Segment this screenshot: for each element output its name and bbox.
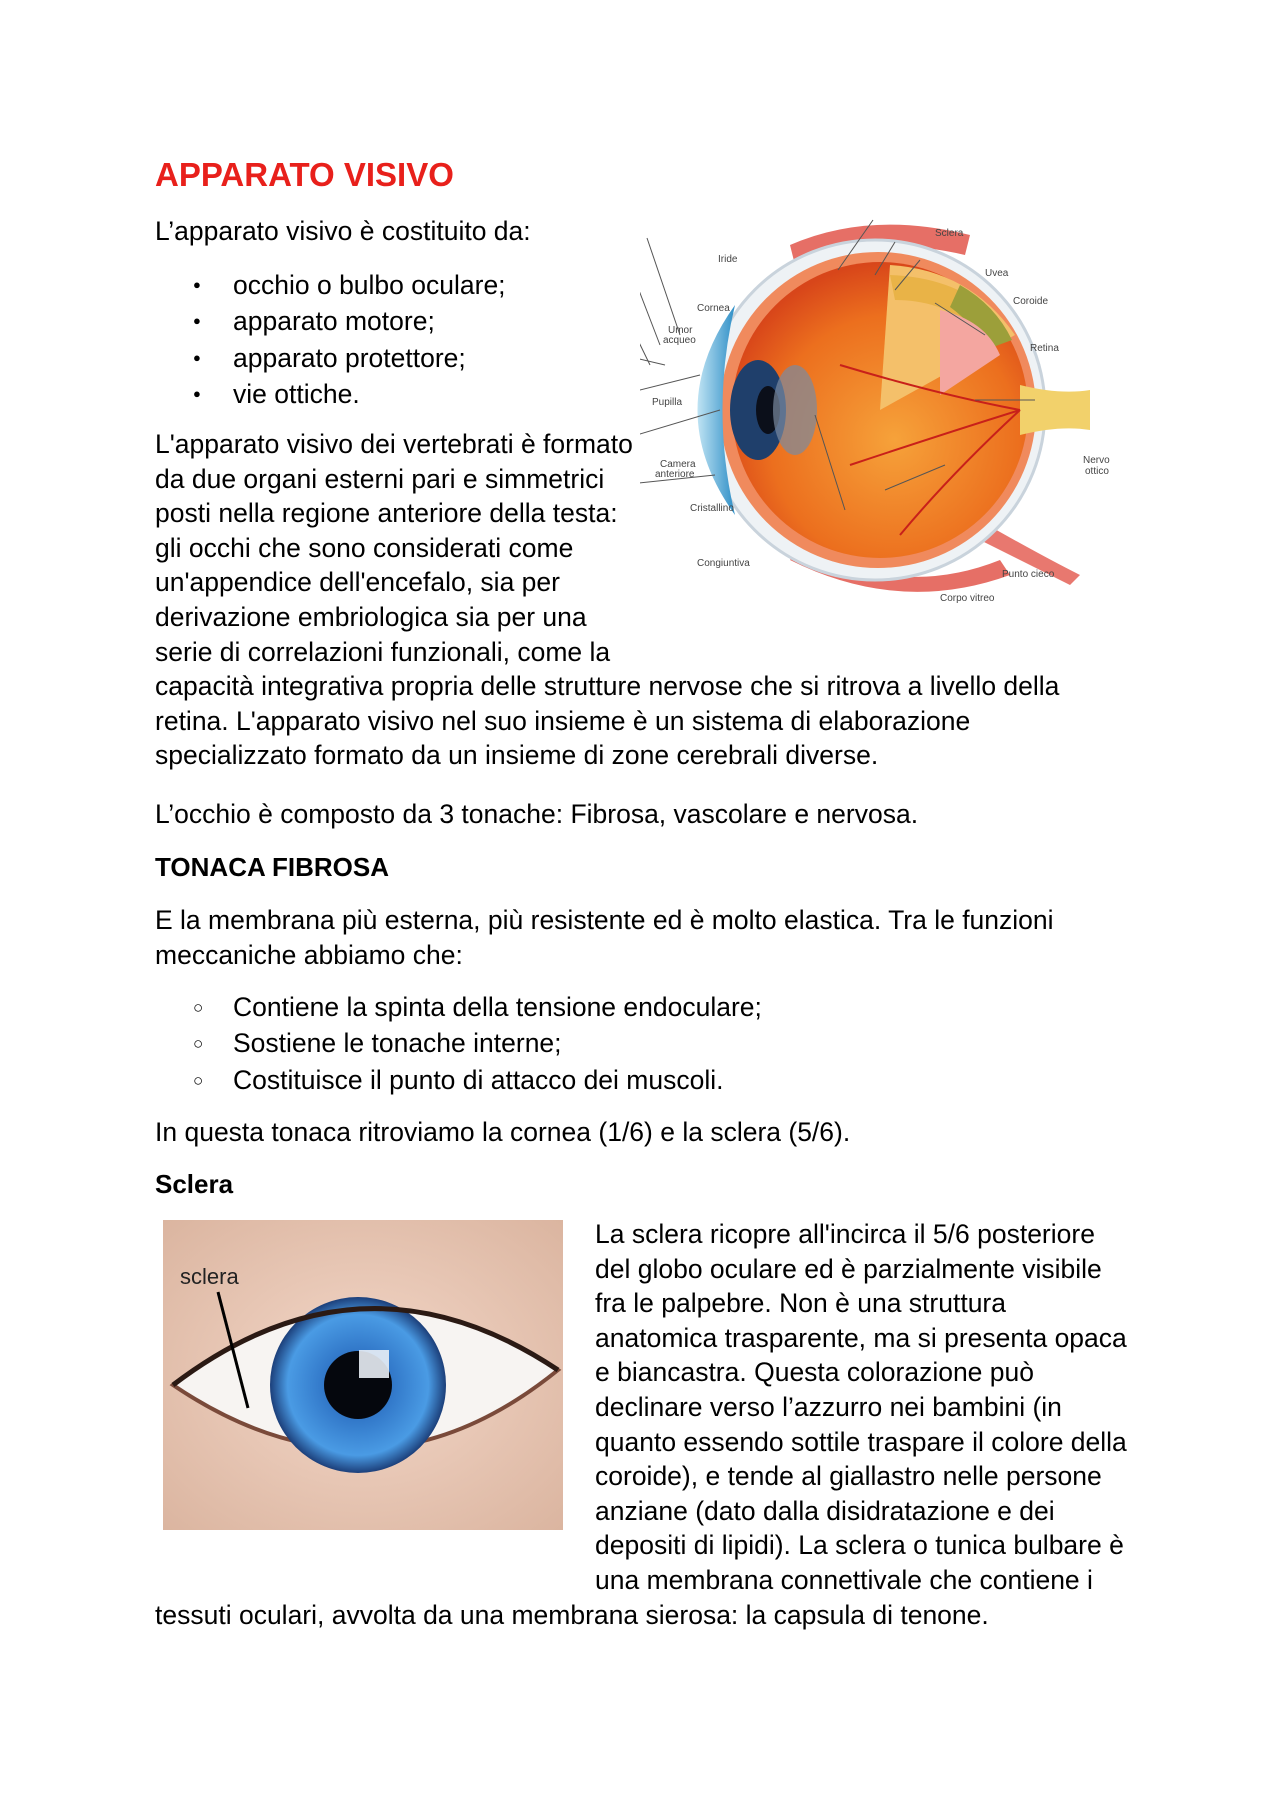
label-ottico: ottico bbox=[1085, 466, 1109, 477]
section-heading-sclera: Sclera bbox=[155, 1169, 234, 1199]
sclera-block bbox=[155, 1217, 1130, 1632]
tonache-paragraph: L’occhio è composto da 3 tonache: Fibrosa, vascolare e nervosa. bbox=[155, 799, 919, 829]
section-heading-fibrosa: TONACA FIBROSA bbox=[155, 852, 389, 882]
label-coroide: Coroide bbox=[1013, 296, 1049, 307]
label-uvea: Uvea bbox=[985, 268, 1009, 279]
label-punto-cieco: Punto cieco bbox=[1002, 569, 1055, 580]
list-item: ● apparato motore; bbox=[193, 304, 506, 340]
sclera-paragraph: La sclera ricopre all'incirca il 5/6 posteriore del globo oculare ed è parzialmente visibile fra le palpebre. Non è una struttura anatomica trasparente, ma si presenta opaca e biancastra. Questa colorazione può declinare verso l’azzurro nei bambini (in quanto essendo sottile traspare il colore della coroide), e tende al giallastro nelle persone anziane (dato dalla disidratazione e dei depositi di lipidi). La sclera o tunica bulbare è una membrana connettivale che contiene i tessuti oculari, avvolta da una membrana sierosa: la capsula di tenone. bbox=[155, 1219, 1127, 1630]
label-camera: Camera bbox=[660, 459, 696, 470]
label-congiuntiva: Congiuntiva bbox=[697, 558, 750, 569]
label-pupilla: Pupilla bbox=[652, 397, 683, 408]
list-item: ● apparato protettore; bbox=[193, 341, 506, 377]
fibrosa-paragraph: E la membrana più esterna, più resistente ed è molto elastica. Tra le funzioni meccaniche abbiamo che: bbox=[155, 905, 1054, 970]
functions-list bbox=[193, 990, 762, 1099]
label-nervo: Nervo bbox=[1083, 455, 1110, 466]
label-retina: Retina bbox=[1030, 343, 1059, 354]
label-cornea: Cornea bbox=[697, 303, 730, 314]
vertebrati-paragraph: L'apparato visivo dei vertebrati è formato da due organi esterni pari e simmetrici posti nella regione anteriore della testa: gli occhi che sono considerati come un'appendice dell'encefalo, sia per derivazione embriologica sia per una serie di correlazioni funzionali, come la capacità integrativa propria delle strutture nervose che si ritrova a livello della retina. L'apparato visivo nel suo insieme è un sistema di elaborazione specializzato formato da un insieme di zone cerebrali diverse. bbox=[155, 429, 1060, 771]
diagram-spacer bbox=[640, 427, 1115, 637]
list-item: ○ Contiene la spinta della tensione endoculare; bbox=[193, 990, 762, 1026]
label-sclera: Sclera bbox=[935, 228, 964, 239]
vertebrati-block bbox=[155, 427, 1115, 773]
label-acqueo: acqueo bbox=[663, 335, 696, 346]
label-corpo-vitreo: Corpo vitreo bbox=[940, 593, 995, 604]
intro-text: L’apparato visivo è costituito da: bbox=[155, 216, 531, 246]
label-iride: Iride bbox=[718, 254, 738, 265]
label-anteriore: anteriore bbox=[655, 469, 695, 480]
list-item: ● occhio o bulbo oculare; bbox=[193, 268, 506, 304]
list-item: ○ Sostiene le tonache interne; bbox=[193, 1026, 762, 1062]
list-item: ● vie ottiche. bbox=[193, 377, 506, 413]
photo-spacer bbox=[155, 1217, 595, 1563]
page-title: APPARATO VISIVO bbox=[155, 156, 454, 193]
label-umor: Umor bbox=[668, 325, 693, 336]
label-cristallino: Cristallino bbox=[690, 503, 734, 514]
photo-label-sclera: sclera bbox=[180, 1264, 239, 1289]
list-item: ○ Costituisce il punto di attacco dei muscoli. bbox=[193, 1063, 762, 1099]
cornea-sclera-paragraph: In questa tonaca ritroviamo la cornea (1/6) e la sclera (5/6). bbox=[155, 1117, 851, 1147]
